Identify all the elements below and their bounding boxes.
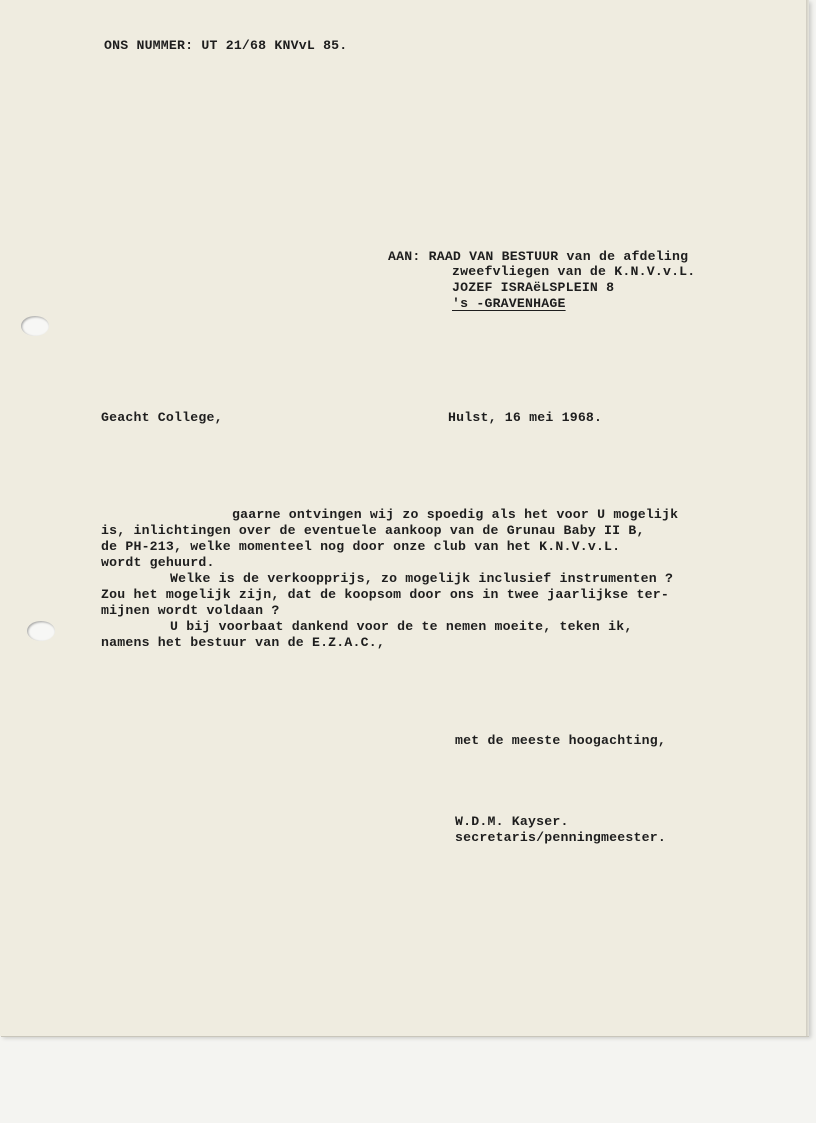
body-line: de PH-213, welke momenteel nog door onze club van het K.N.V.v.L.: [101, 539, 621, 554]
recipient-line-2: zweefvliegen van de K.N.V.v.L.: [452, 264, 696, 279]
body-line: gaarne ontvingen wij zo spoedig als het voor U mogelijk: [232, 507, 679, 522]
closing: met de meeste hoogachting,: [455, 733, 666, 748]
paper-edge: [806, 0, 809, 1036]
recipient-block: [388, 249, 688, 264]
body-line: is, inlichtingen over de eventuele aankoop van de Grunau Baby II B,: [101, 523, 645, 538]
signature-name: W.D.M. Kayser.: [455, 814, 569, 829]
body-line: wordt gehuurd.: [101, 555, 215, 570]
punch-hole-top: [21, 316, 49, 336]
salutation: Geacht College,: [101, 410, 223, 425]
place-date: Hulst, 16 mei 1968.: [448, 410, 603, 425]
body-line: mijnen wordt voldaan ?: [101, 603, 280, 618]
body-line: Zou het mogelijk zijn, dat de koopsom door ons in twee jaarlijkse ter-: [101, 587, 669, 602]
punch-hole-bottom: [27, 621, 55, 641]
recipient-line-3: JOZEF ISRAëLSPLEIN 8: [452, 280, 615, 295]
reference-number: ONS NUMMER: UT 21/68 KNVvL 85.: [104, 38, 348, 53]
signature-title: secretaris/penningmeester.: [455, 830, 666, 845]
body-line: namens het bestuur van de E.Z.A.C.,: [101, 635, 385, 650]
recipient-prefix: AAN:: [388, 249, 421, 264]
body-line: Welke is de verkoopprijs, zo mogelijk inclusief instrumenten ?: [170, 571, 674, 586]
recipient-city: 's -GRAVENHAGE: [452, 296, 566, 311]
recipient-line-1: RAAD VAN BESTUUR van de afdeling: [428, 249, 689, 264]
body-line: U bij voorbaat dankend voor de te nemen moeite, teken ik,: [170, 619, 633, 634]
